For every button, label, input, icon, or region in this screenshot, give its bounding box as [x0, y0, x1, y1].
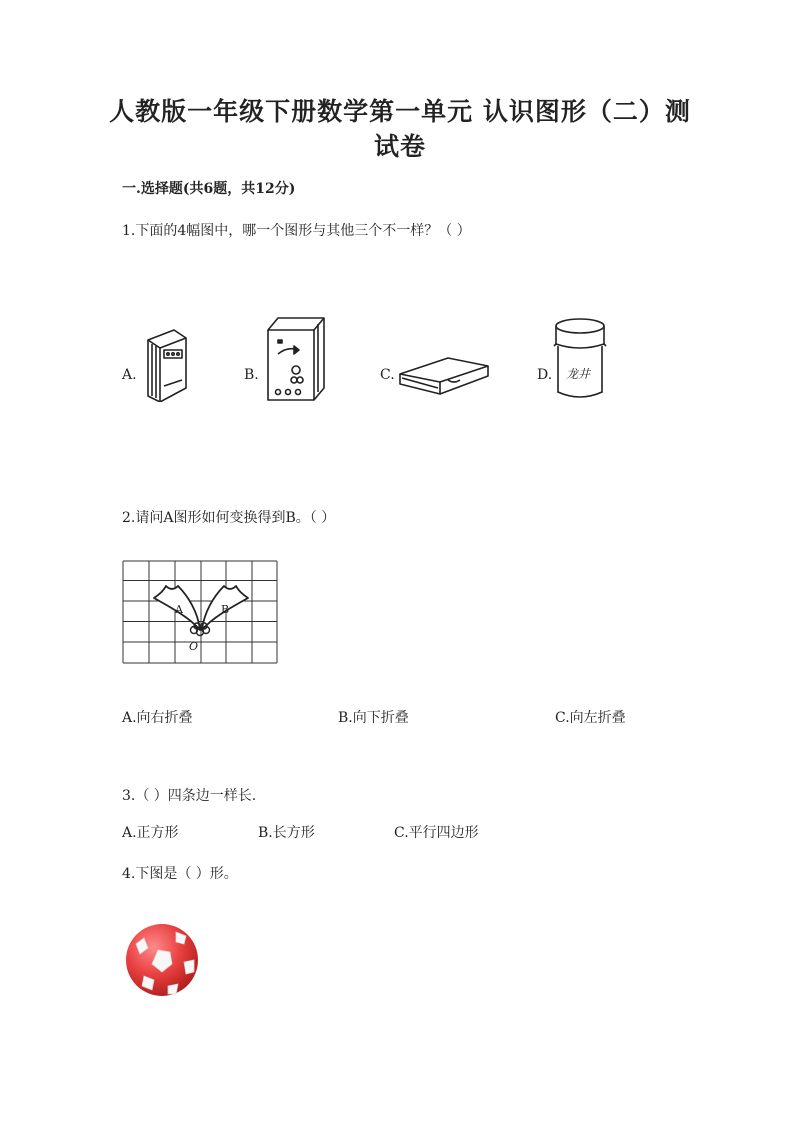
q1-option-d-label: D.	[537, 367, 553, 383]
page-title	[100, 94, 700, 164]
title-line-2: 试卷	[373, 132, 426, 161]
q3-option-b: B.长方形	[258, 825, 315, 841]
milk-carton-icon	[264, 314, 328, 402]
question-2-text: 2.请问A图形如何变换得到B。（ ）	[122, 510, 336, 526]
figure-label-o: O	[189, 640, 199, 653]
figure-label-a: A	[175, 603, 183, 616]
q2-option-c: C.向左折叠	[555, 710, 626, 726]
jar-label-text: 龙井	[566, 367, 591, 381]
flat-box-icon	[396, 350, 492, 398]
fold-grid-figure	[122, 560, 278, 664]
q1-option-a-label: A.	[122, 367, 137, 383]
q2-option-b: B.向下折叠	[338, 710, 409, 726]
section-heading: 一.选择题(共6题，共12分)	[122, 181, 296, 197]
q2-option-a: A.向右折叠	[122, 710, 193, 726]
figure-label-b: B	[221, 603, 230, 616]
question-4-text: 4.下图是（ ）形。	[122, 866, 238, 882]
title-line-1: 人教版一年级下册数学第一单元 认识图形（二）测	[109, 97, 691, 126]
q3-option-a: A.正方形	[122, 825, 179, 841]
question-1-text: 1.下面的4幅图中，哪一个图形与其他三个不一样？（ ）	[122, 223, 471, 239]
q1-option-b-label: B.	[244, 367, 259, 383]
question-3-text: 3.（ ）四条边一样长.	[122, 788, 257, 804]
red-ball-icon	[124, 922, 200, 998]
q1-option-c-label: C.	[380, 367, 395, 383]
tea-jar-icon	[550, 316, 610, 402]
book-icon	[142, 326, 190, 402]
q3-option-c: C.平行四边形	[394, 825, 479, 841]
